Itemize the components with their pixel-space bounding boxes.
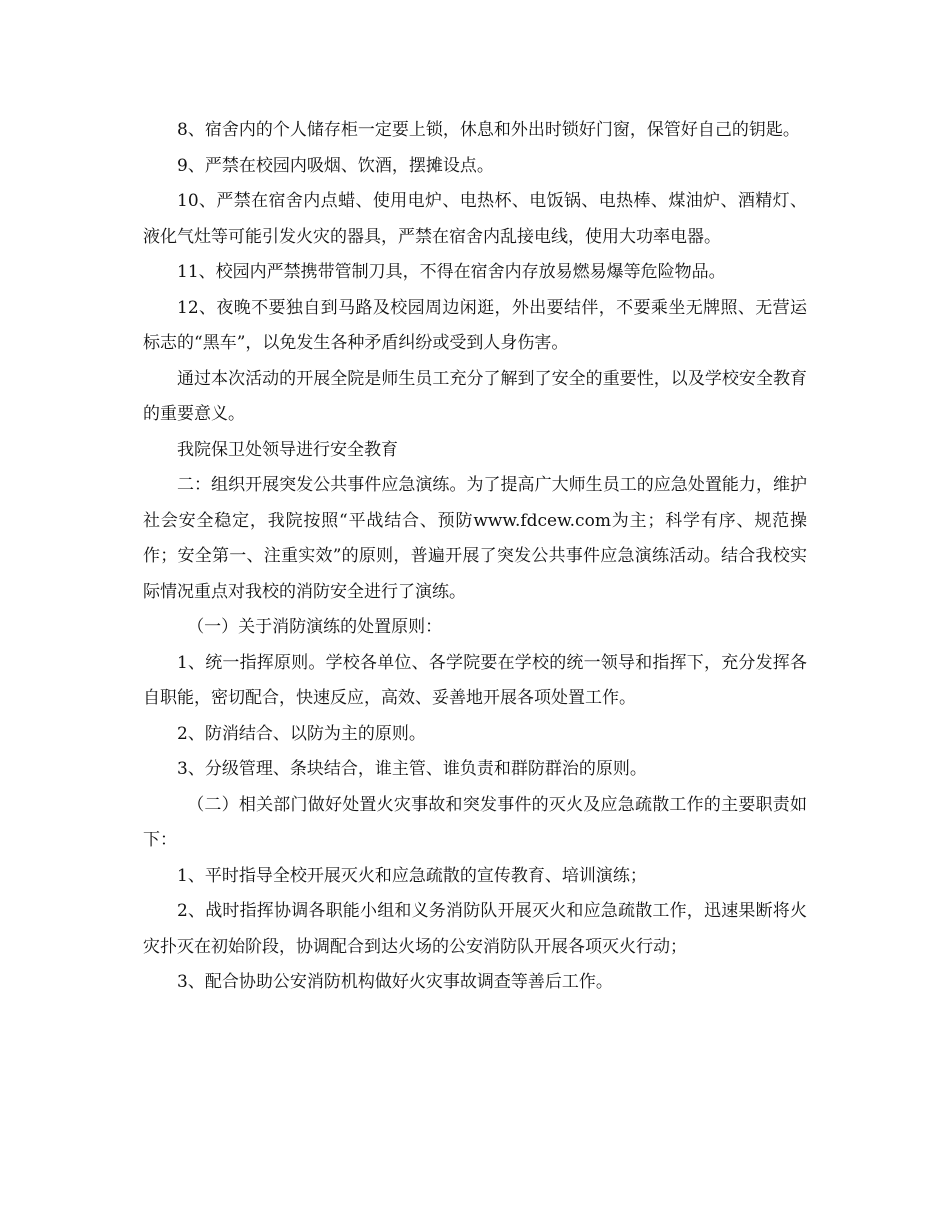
paragraph-principle-2: 2、防消结合、以防为主的原则。	[177, 723, 426, 744]
paragraph-rule-10: 10、严禁在宿舍内点蜡、使用电炉、电热杯、电饭锅、电热棒、煤油炉、酒精灯、液化气灶等可能引发火灾的器具，严禁在宿舍内乱接电线，使用大功率电器。	[143, 191, 807, 247]
document-body	[143, 113, 807, 1001]
paragraph-duty-1: 1、平时指导全校开展灭火和应急疏散的宣传教育、培训演练；	[177, 865, 647, 886]
paragraph-section-two: 二：组织开展突发公共事件应急演练。为了提高广大师生员工的应急处置能力，维护社会安全稳定，我院按照“平战结合、预防www.fdcew.com为主；科学有序、规范操作；安全第一、注重实效”的原则，普遍开展了突发公共事件应急演练活动。结合我校实际情况重点对我校的消防安全进行了演练。	[143, 475, 807, 602]
paragraph-principle-3: 3、分级管理、条块结合，谁主管、谁负责和群防群治的原则。	[177, 759, 647, 779]
subheading-principles: （一）关于消防演练的处置原则：	[187, 617, 443, 637]
paragraph-rule-12: 12、夜晚不要独自到马路及校园周边闲逛，外出要结伴，不要乘坐无牌照、无营运标志的“黑车”，以免发生各种矛盾纠纷或受到人身伤害。	[143, 297, 807, 353]
paragraph-rule-8: 8、宿舍内的个人储存柜一定要上锁，休息和外出时锁好门窗，保管好自己的钥匙。	[177, 120, 800, 140]
paragraph-duty-3: 3、配合协助公安消防机构做好火灾事故调查等善后工作。	[177, 972, 613, 992]
paragraph-duty-2: 2、战时指挥协调各职能小组和义务消防队开展灭火和应急疏散工作，迅速果断将火灾扑灭在初始阶段，协调配合到达火场的公安消防队开展各项灭火行动；	[143, 901, 807, 957]
paragraph-summary: 通过本次活动的开展全院是师生员工充分了解到了安全的重要性，以及学校安全教育的重要意义。	[143, 368, 807, 424]
paragraph-photo-caption: 我院保卫处领导进行安全教育	[177, 439, 398, 460]
paragraph-rule-9: 9、严禁在校园内吸烟、饮酒，摆摊设点。	[177, 155, 494, 176]
paragraph-rule-11: 11、校园内严禁携带管制刀具，不得在宿舍内存放易燃易爆等危险物品。	[177, 262, 726, 282]
paragraph-principle-1: 1、统一指挥原则。学校各单位、各学院要在学校的统一领导和指挥下，充分发挥各自职能，密切配合，快速反应，高效、妥善地开展各项处置工作。	[143, 652, 807, 708]
subheading-duties: （二）相关部门做好处置火灾事故和突发事件的灭火及应急疏散工作的主要职责如下：	[143, 794, 807, 850]
